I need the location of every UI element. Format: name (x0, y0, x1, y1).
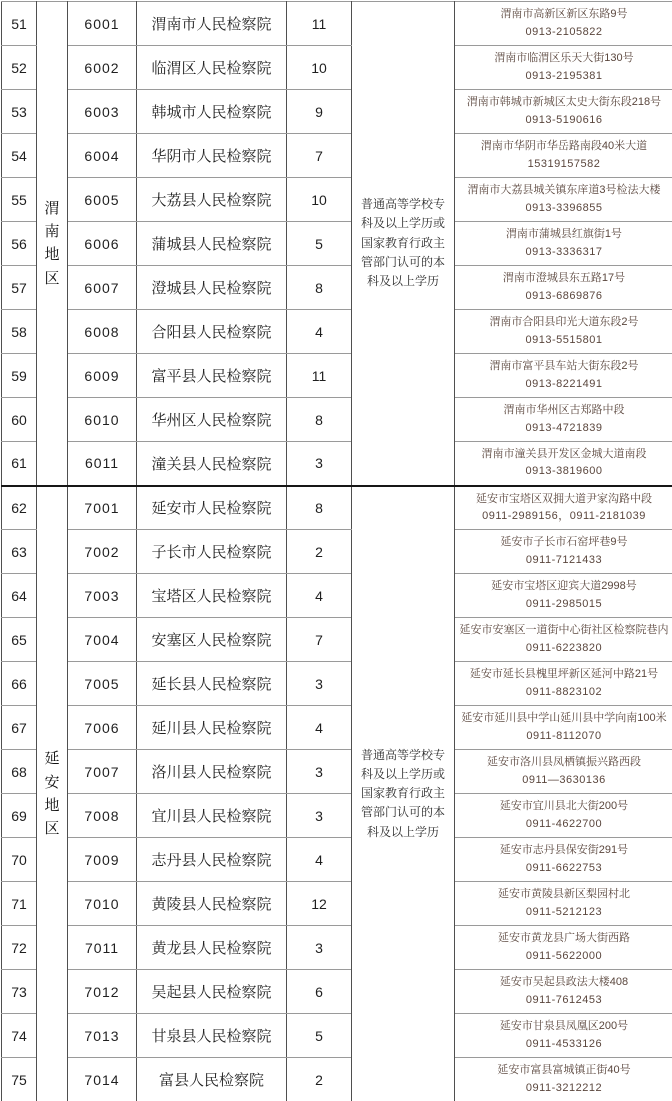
unit-code-cell: 7014 (68, 1058, 137, 1101)
region-cell (37, 2, 68, 486)
phone-line: 0913-2195381 (525, 69, 603, 82)
unit-code-cell: 6009 (68, 354, 137, 398)
row-number-cell: 59 (2, 354, 37, 398)
row-number-cell: 67 (2, 706, 37, 750)
row-number-cell: 63 (2, 530, 37, 574)
table-row (2, 1058, 672, 1101)
unit-name-cell: 安塞区人民检察院 (137, 618, 287, 662)
address-cell (455, 222, 672, 266)
phone-line: 0913-3396855 (525, 201, 603, 214)
unit-code-cell: 6004 (68, 134, 137, 178)
address-cell (455, 2, 672, 46)
table-row (2, 398, 672, 442)
unit-code-cell: 7011 (68, 926, 137, 970)
table-row (2, 310, 672, 354)
row-number-cell: 62 (2, 486, 37, 530)
address-cell (455, 134, 672, 178)
address-line: 延安市延长县槐里坪新区延河中路21号 (469, 668, 659, 681)
table-row (2, 882, 672, 926)
recruit-count-cell: 12 (287, 882, 352, 926)
unit-name-cell: 延川县人民检察院 (137, 706, 287, 750)
phone-line: 0913-8221491 (525, 377, 603, 390)
table-row (2, 662, 672, 706)
row-number-cell: 69 (2, 794, 37, 838)
education-requirement-cell (352, 486, 455, 1101)
unit-code-cell: 7013 (68, 1014, 137, 1058)
recruit-count-cell: 3 (287, 442, 352, 486)
recruit-count-cell: 4 (287, 838, 352, 882)
table-row (2, 222, 672, 266)
address-line: 渭南市临渭区乐天大街130号 (494, 52, 634, 65)
unit-name-cell: 子长市人民检察院 (137, 530, 287, 574)
table-row (2, 530, 672, 574)
region-label: 渭南地区 (44, 199, 60, 287)
address-line: 渭南市澄城县东五路17号 (502, 272, 626, 285)
unit-name-cell: 韩城市人民检察院 (137, 90, 287, 134)
row-number-cell: 51 (2, 2, 37, 46)
address-cell (455, 662, 672, 706)
row-number-cell: 70 (2, 838, 37, 882)
phone-line: 0913-5190616 (525, 113, 603, 126)
unit-code-cell: 7008 (68, 794, 137, 838)
phone-line: 0913-4721839 (525, 421, 603, 434)
unit-code-cell: 6008 (68, 310, 137, 354)
phone-line: 0911-5622000 (525, 949, 603, 962)
unit-code-cell: 7007 (68, 750, 137, 794)
unit-code-cell: 6002 (68, 46, 137, 90)
phone-line: 0911-2989156，0911-2181039 (482, 509, 646, 522)
unit-name-cell: 志丹县人民检察院 (137, 838, 287, 882)
unit-name-cell: 甘泉县人民检察院 (137, 1014, 287, 1058)
unit-code-cell: 6007 (68, 266, 137, 310)
phone-line: 0913-5515801 (525, 333, 603, 346)
table-row (2, 486, 672, 530)
education-requirement-text: 普通高等学校专科及以上学历或国家教育行政主管部门认可的本科及以上学历 (360, 747, 445, 839)
address-line: 渭南市合阳县印光大道东段2号 (489, 316, 639, 329)
row-number-cell: 53 (2, 90, 37, 134)
unit-name-cell: 黄陵县人民检察院 (137, 882, 287, 926)
row-number-cell: 60 (2, 398, 37, 442)
unit-name-cell: 华州区人民检察院 (137, 398, 287, 442)
address-cell (455, 794, 672, 838)
unit-code-cell: 7005 (68, 662, 137, 706)
unit-code-cell: 7006 (68, 706, 137, 750)
unit-code-cell: 7004 (68, 618, 137, 662)
phone-line: 0911-8112070 (526, 729, 602, 742)
table-row (2, 926, 672, 970)
address-line: 渭南市潼关县开发区金城大道南段 (481, 448, 647, 461)
phone-line: 0911-8823102 (525, 685, 603, 698)
phone-line: 0911-4622700 (525, 817, 603, 830)
table-row (2, 750, 672, 794)
address-line: 延安市子长市石窑坪巷9号 (500, 536, 628, 549)
recruit-count-cell: 4 (287, 706, 352, 750)
recruit-count-cell: 7 (287, 134, 352, 178)
recruit-count-cell: 5 (287, 222, 352, 266)
unit-name-cell: 黄龙县人民检察院 (137, 926, 287, 970)
row-number-cell: 57 (2, 266, 37, 310)
address-cell (455, 354, 672, 398)
table-row (2, 706, 672, 750)
unit-code-cell: 7009 (68, 838, 137, 882)
phone-line: 0911-3212212 (525, 1081, 603, 1094)
unit-name-cell: 洛川县人民检察院 (137, 750, 287, 794)
recruit-count-cell: 11 (287, 2, 352, 46)
recruit-count-cell: 3 (287, 926, 352, 970)
address-line: 延安市甘泉县凤凰区200号 (499, 1020, 629, 1033)
address-line: 渭南市华州区古郑路中段 (503, 404, 625, 417)
address-cell (455, 46, 672, 90)
unit-code-cell: 6010 (68, 398, 137, 442)
address-line: 渭南市大荔县城关镇东庠道3号检法大楼 (467, 184, 661, 197)
recruit-count-cell: 2 (287, 1058, 352, 1101)
unit-name-cell: 大荔县人民检察院 (137, 178, 287, 222)
row-number-cell: 73 (2, 970, 37, 1014)
unit-code-cell: 7003 (68, 574, 137, 618)
phone-line: 0911-2985015 (525, 597, 603, 610)
unit-name-cell: 临渭区人民检察院 (137, 46, 287, 90)
address-cell (455, 618, 672, 662)
phone-line: 0913-2105822 (525, 25, 603, 38)
address-cell (455, 706, 672, 750)
phone-line: 0911-5212123 (525, 905, 603, 918)
address-cell (455, 882, 672, 926)
address-line: 延安市安塞区一道街中心街社区检察院巷内 (459, 624, 669, 637)
address-cell (455, 442, 672, 486)
region-cell (37, 486, 68, 1101)
address-line: 延安市富县富城镇正街40号 (497, 1064, 631, 1077)
procuratorate-recruitment-table (1, 1, 672, 1101)
table-row (2, 90, 672, 134)
table-row (2, 1014, 672, 1058)
recruit-count-cell: 8 (287, 398, 352, 442)
address-line: 延安市延川县中学山延川县中学向南100米 (461, 712, 667, 725)
address-cell (455, 1058, 672, 1101)
table-row (2, 178, 672, 222)
table-row (2, 2, 672, 46)
address-line: 渭南市蒲城县红旗街1号 (505, 228, 623, 241)
table-row (2, 574, 672, 618)
recruit-count-cell: 5 (287, 1014, 352, 1058)
recruit-count-cell: 2 (287, 530, 352, 574)
phone-line: 0913-6869876 (525, 289, 603, 302)
unit-code-cell: 6006 (68, 222, 137, 266)
recruit-count-cell: 8 (287, 266, 352, 310)
row-number-cell: 55 (2, 178, 37, 222)
address-line: 渭南市韩城市新城区太史大街东段218号 (466, 96, 662, 109)
recruit-count-cell: 10 (287, 178, 352, 222)
unit-code-cell: 6011 (68, 442, 137, 486)
table-row (2, 794, 672, 838)
row-number-cell: 65 (2, 618, 37, 662)
address-line: 延安市黄陵县新区梨园村北 (498, 888, 630, 901)
recruit-count-cell: 9 (287, 90, 352, 134)
row-number-cell: 58 (2, 310, 37, 354)
address-cell (455, 750, 672, 794)
address-line: 延安市宝塔区双拥大道尹家沟路中段 (476, 492, 652, 505)
address-line: 延安市吴起县政法大楼408 (499, 976, 629, 989)
recruit-count-cell: 8 (287, 486, 352, 530)
address-line: 渭南市华阴市华岳路南段40米大道 (480, 140, 648, 153)
address-cell (455, 574, 672, 618)
table-row (2, 46, 672, 90)
unit-name-cell: 潼关县人民检察院 (137, 442, 287, 486)
phone-line: 0911-6223820 (525, 641, 603, 654)
recruit-count-cell: 3 (287, 662, 352, 706)
phone-line: 15319157582 (527, 157, 601, 170)
table-row (2, 354, 672, 398)
row-number-cell: 72 (2, 926, 37, 970)
address-cell (455, 398, 672, 442)
phone-line: 0911-7121433 (525, 553, 603, 566)
phone-line: 0911-4533126 (525, 1037, 603, 1050)
address-line: 渭南市高新区新区东路9号 (500, 8, 628, 21)
phone-line: 0911—3630136 (522, 773, 606, 786)
address-line: 延安市宝塔区迎宾大道2998号 (491, 580, 637, 593)
address-line: 延安市宜川县北大街200号 (499, 800, 629, 813)
unit-name-cell: 延长县人民检察院 (137, 662, 287, 706)
phone-line: 0913-3819600 (525, 465, 603, 478)
address-cell (455, 178, 672, 222)
unit-name-cell: 延安市人民检察院 (137, 486, 287, 530)
unit-code-cell: 7010 (68, 882, 137, 926)
phone-line: 0913-3336317 (525, 245, 603, 258)
recruit-count-cell: 7 (287, 618, 352, 662)
address-cell (455, 486, 672, 530)
address-line: 延安市志丹县保安街291号 (499, 844, 629, 857)
unit-name-cell: 吴起县人民检察院 (137, 970, 287, 1014)
unit-name-cell: 渭南市人民检察院 (137, 2, 287, 46)
unit-name-cell: 合阳县人民检察院 (137, 310, 287, 354)
row-number-cell: 75 (2, 1058, 37, 1101)
unit-name-cell: 澄城县人民检察院 (137, 266, 287, 310)
unit-code-cell: 7012 (68, 970, 137, 1014)
recruit-count-cell: 6 (287, 970, 352, 1014)
row-number-cell: 66 (2, 662, 37, 706)
table-row (2, 970, 672, 1014)
address-cell (455, 838, 672, 882)
row-number-cell: 71 (2, 882, 37, 926)
row-number-cell: 52 (2, 46, 37, 90)
address-line: 渭南市富平县车站大街东段2号 (489, 360, 639, 373)
unit-name-cell: 宝塔区人民检察院 (137, 574, 287, 618)
address-cell (455, 310, 672, 354)
table-row (2, 442, 672, 486)
row-number-cell: 56 (2, 222, 37, 266)
unit-name-cell: 宜川县人民检察院 (137, 794, 287, 838)
address-cell (455, 926, 672, 970)
address-cell (455, 530, 672, 574)
address-line: 延安市黄龙县广场大街西路 (498, 932, 630, 945)
unit-code-cell: 6005 (68, 178, 137, 222)
education-requirement-cell (352, 2, 455, 486)
unit-code-cell: 7002 (68, 530, 137, 574)
address-cell (455, 970, 672, 1014)
unit-name-cell: 华阴市人民检察院 (137, 134, 287, 178)
row-number-cell: 74 (2, 1014, 37, 1058)
unit-code-cell: 6003 (68, 90, 137, 134)
recruit-count-cell: 3 (287, 794, 352, 838)
table-row (2, 134, 672, 178)
table-row (2, 266, 672, 310)
recruit-count-cell: 3 (287, 750, 352, 794)
unit-code-cell: 6001 (68, 2, 137, 46)
row-number-cell: 68 (2, 750, 37, 794)
unit-code-cell: 7001 (68, 486, 137, 530)
recruit-count-cell: 4 (287, 310, 352, 354)
row-number-cell: 54 (2, 134, 37, 178)
unit-name-cell: 富平县人民检察院 (137, 354, 287, 398)
phone-line: 0911-7612453 (525, 993, 603, 1006)
region-label: 延安地区 (44, 750, 60, 837)
row-number-cell: 61 (2, 442, 37, 486)
recruit-count-cell: 10 (287, 46, 352, 90)
address-line: 延安市洛川县凤栖镇振兴路西段 (487, 756, 641, 769)
row-number-cell: 64 (2, 574, 37, 618)
unit-name-cell: 蒲城县人民检察院 (137, 222, 287, 266)
recruit-count-cell: 4 (287, 574, 352, 618)
address-cell (455, 90, 672, 134)
phone-line: 0911-6622753 (525, 861, 603, 874)
table-row (2, 618, 672, 662)
address-cell (455, 1014, 672, 1058)
unit-name-cell: 富县人民检察院 (137, 1058, 287, 1101)
education-requirement-text: 普通高等学校专科及以上学历或国家教育行政主管部门认可的本科及以上学历 (360, 197, 445, 289)
recruit-count-cell: 11 (287, 354, 352, 398)
table-row (2, 838, 672, 882)
address-cell (455, 266, 672, 310)
